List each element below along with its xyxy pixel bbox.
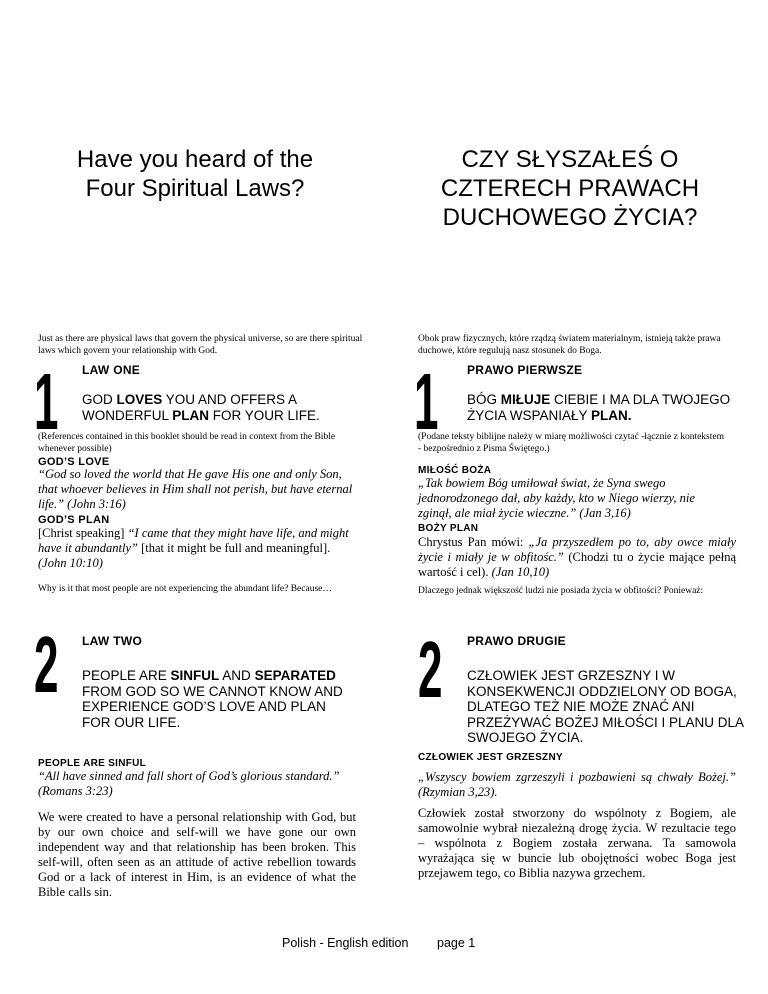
- prawo-drugie-number: 2: [418, 625, 442, 714]
- law-two-heading: LAW TWO: [82, 634, 143, 648]
- body-en: We were created to have a personal relationship with God, but by our own choice and self-will we have gone our own independent way and that relationship has been broken. This self-will, often seen as an attitude of active rebellion towards God or a lack of interest in Him, is an evidence of what the Bible calls sin.: [38, 810, 356, 899]
- body-pl: Człowiek został stworzony do wspólnoty z Bogiem, ale samowolnie wybrał niezależną drogę życia. W rezultacie tego – wspólnota z Bogiem została zerwana. Ta samowola wyrażająca się w buncie lub obojętności wobec Boga jest przejawem tego, co Biblia nazywa grzechem.: [418, 806, 736, 880]
- prawo-pierwsze-statement: BÓG MIŁUJE CIEBIE I MA DLA TWOJEGO ŻYCIA WSPANIAŁY PLAN.: [467, 392, 731, 423]
- law-one-heading: LAW ONE: [82, 363, 141, 377]
- gods-plan-heading: GOD’S PLAN: [38, 514, 110, 526]
- gods-plan-text: [Christ speaking] “I came that they might have life, and might have it abundantly” [that it might be full and meaningful]. (John 10:10): [38, 526, 349, 570]
- intro-en: Just as there are physical laws that govern the physical universe, so are there spiritual laws which govern your relationship with God.: [38, 334, 363, 356]
- gods-love-heading: GOD’S LOVE: [38, 456, 110, 468]
- prawo-pierwsze-number: 1: [414, 357, 438, 446]
- why-pl: Dlaczego jednak większość ludzi nie posiada życia w obfitości? Ponieważ:: [418, 586, 704, 596]
- law-one-statement: GOD LOVES YOU AND OFFERS A WONDERFUL PLAN FOR YOUR LIFE.: [82, 392, 320, 423]
- footer-edition: Polish - English edition: [282, 936, 409, 950]
- title-pl: CZY SŁYSZAŁEŚ O CZTERECH PRAWACH DUCHOWEGO ŻYCIA?: [440, 146, 700, 231]
- prawo-pierwsze-heading: PRAWO PIERWSZE: [467, 363, 583, 377]
- law-two-statement: PEOPLE ARE SINFUL AND SEPARATED FROM GOD SO WE CANNOT KNOW AND EXPERIENCE GOD’S LOVE AND PLAN FOR OUR LIFE.: [82, 668, 343, 730]
- prawo-drugie-heading: PRAWO DRUGIE: [467, 634, 566, 648]
- czlowiek-jest-grzeszny-heading: CZŁOWIEK JEST GRZESZNY: [418, 752, 563, 763]
- intro-pl: Obok praw fizycznych, które rządzą światem materialnym, istnieją także prawa duchowe, które regulują nasz stosunek do Boga.: [418, 334, 721, 356]
- references-note-en: (References contained in this booklet should be read in context from the Bible whenever possible): [38, 432, 336, 454]
- title-en: Have you heard of the Four Spiritual Laws?: [76, 146, 314, 202]
- gods-love-quote: “God so loved the world that He gave His one and only Son, that whoever believes in Him shall not perish, but have eternal life.” (John 3:16): [38, 467, 353, 511]
- people-are-sinful-heading: PEOPLE ARE SINFUL: [38, 758, 147, 769]
- prawo-drugie-statement: CZŁOWIEK JEST GRZESZNY I W KONSEKWENCJI ODDZIELONY OD BOGA, DLATEGO TEŻ NIE MOŻE ZNAĆ ANI PRZEŻYWAĆ BOŻEJ MIŁOŚCI I PLANU DLA SWOJEGO ŻYCIA.: [467, 668, 744, 745]
- czlowiek-jest-grzeszny-quote: „Wszyscy bowiem zgrzeszyli i pozbawieni są chwały Bożej.” (Rzymian 3,23).: [418, 770, 736, 799]
- bozy-plan-heading: BOŻY PLAN: [418, 523, 479, 534]
- law-one-number: 1: [34, 357, 58, 446]
- milosc-boza-heading: MIŁOŚĆ BOŻA: [418, 465, 492, 476]
- footer-page-number: page 1: [437, 936, 476, 950]
- milosc-boza-quote: „Tak bowiem Bóg umiłował świat, że Syna swego jednorodzonego dał, aby każdy, kto w Niego wierzy, nie zginął, ale miał życie wieczne.” (Jan 3,16): [418, 476, 695, 520]
- why-en: Why is it that most people are not experiencing the abundant life? Because…: [38, 584, 332, 594]
- law-two-number: 2: [34, 620, 58, 709]
- references-note-pl: (Podane teksty biblijne należy w miarę możliwości czytać -łącznie z kontekstem - bezpośrednio z Pisma Świętego.): [418, 432, 724, 454]
- bozy-plan-text: Chrystus Pan mówi: „Ja przyszedłem po to, aby owce miały życie i miały je w obfitośc.” (Chodzi tu o życie mające pełną wartość i cel). (Jan 10,10): [418, 535, 736, 579]
- people-are-sinful-quote: “All have sinned and fall short of God’s glorious standard.” (Romans 3:23): [38, 769, 340, 798]
